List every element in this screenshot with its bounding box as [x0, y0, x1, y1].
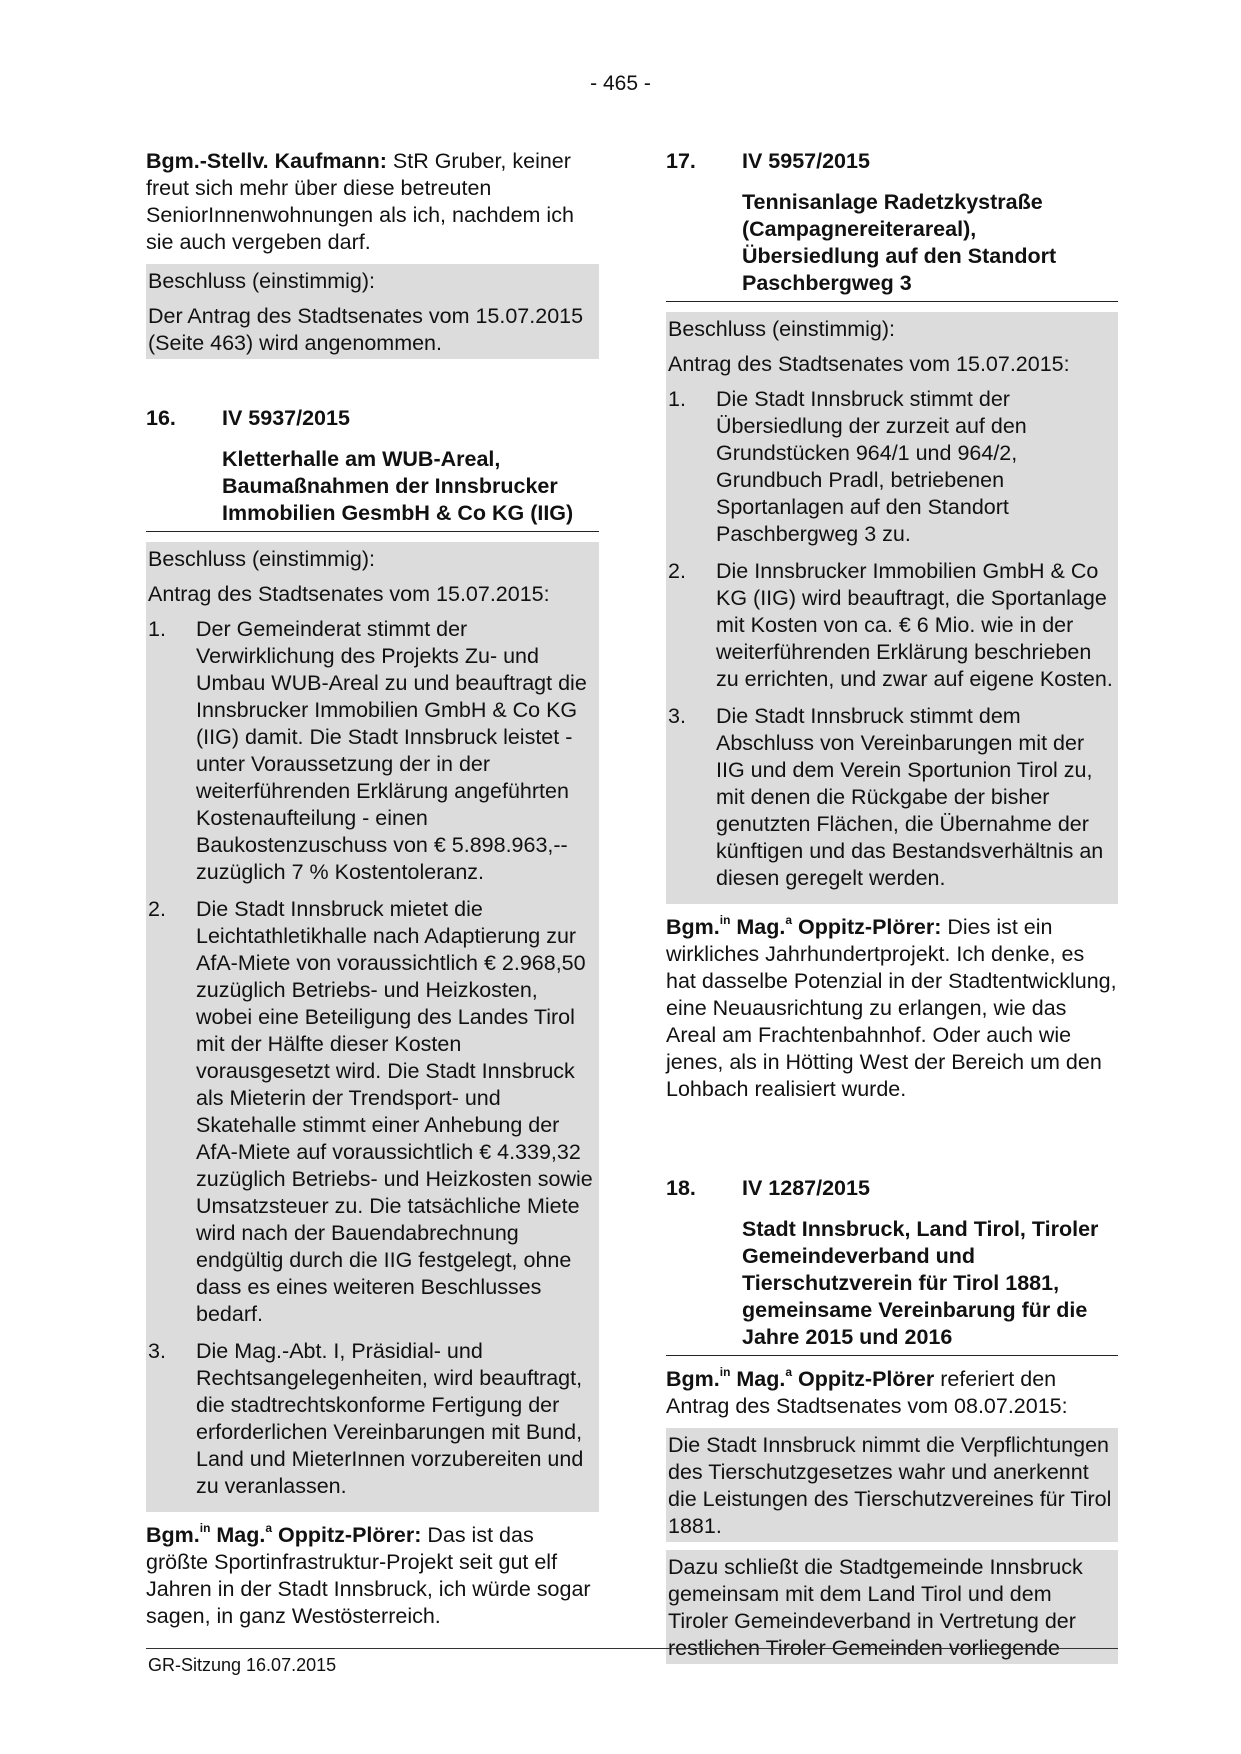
- point-number: 2.: [148, 897, 166, 921]
- kaufmann-statement: [146, 148, 599, 256]
- beschluss-label: Beschluss (einstimmig):: [148, 547, 375, 571]
- list-item: [148, 1338, 597, 1500]
- beschluss-label: Beschluss (einstimmig):: [668, 317, 895, 341]
- item-17-resolution: [666, 312, 1118, 904]
- right-column: [666, 148, 1118, 1664]
- item-reference: IV 5937/2015: [222, 406, 350, 430]
- item-number: 17.: [666, 149, 696, 173]
- point-text: Der Gemeinderat stimmt der Verwirklichung des Projekts Zu- und Umbau WUB-Areal zu und beauftragt die Innsbrucker Immobilien GmbH & Co KG (IIG) damit. Die Stadt Innsbruck leistet - unter Voraussetzung der in der weiterführenden Erklärung angeführten Kostenaufteilung - einen Baukostenzuschuss von € 5.898.963,-- zuzüglich 7 % Kostentoleranz.: [196, 617, 587, 884]
- point-number: 2.: [668, 559, 686, 583]
- list-item: [148, 896, 597, 1328]
- footer-divider: [146, 1648, 1118, 1649]
- resolution-points: [668, 386, 1116, 892]
- point-number: 1.: [668, 387, 686, 411]
- point-text: Die Stadt Innsbruck stimmt dem Abschluss von Vereinbarungen mit der IIG und dem Verein Sportunion Tirol zu, mit denen die Rückgabe der bisher genutzten Flächen, die Übernahme der künftigen und das Bestandsverhältnis an diesen geregelt werden.: [716, 704, 1104, 890]
- speaker-name: Bgm.$^{in}$ Mag.$^a$ Oppitz-Plörer:: [146, 1520, 422, 1547]
- resolution-points: [148, 616, 597, 1500]
- point-text: Die Stadt Innsbruck mietet die Leichtathletikhalle nach Adaptierung zur AfA-Miete von voraussichtlich € 2.968,50 zuzüglich Betriebs- und Heizkosten, wobei eine Beteiligung des Landes Tirol mit der Hälfte dieser Kosten vorausgesetzt wird. Die Stadt Innsbruck als Mieterin der Trendsport- und Skatehalle stimmt einer Anhebung der AfA-Miete auf voraussichtlich € 4.339,32 zuzüglich Betriebs- und Heizkosten sowie Umsatzsteuer zu. Die tatsächliche Miete wird nach der Bauendabrechnung endgültig durch die IIG festgelegt, ohne dass es eines weiteren Beschlusses bedarf.: [196, 897, 593, 1326]
- resolution-box: [146, 264, 599, 359]
- page-number: - 465 -: [590, 72, 651, 95]
- title-divider: [666, 1355, 1118, 1356]
- list-item: [668, 703, 1116, 892]
- item-16-resolution: [146, 542, 599, 1512]
- item-18-motion-continued: [666, 1550, 1118, 1664]
- speaker-name: Bgm.$^{in}$ Mag.$^a$ Oppitz-Plörer: [666, 1364, 935, 1391]
- mayor-statement-16: [146, 1522, 599, 1630]
- motion-paragraph: Dazu schließt die Stadtgemeinde Innsbruck gemeinsam mit dem Land Tirol und dem Tiroler Gemeindeverband in Vertretung der restlichen Tiroler Gemeinden vorliegende: [668, 1555, 1083, 1660]
- item-18-title: Stadt Innsbruck, Land Tirol, Tiroler Gemeindeverband und Tierschutzverein für Tirol 1881, gemeinsame Vereinbarung für die Jahre 2015 und 2016: [742, 1217, 1099, 1349]
- title-divider: [146, 531, 599, 532]
- list-item: [668, 386, 1116, 548]
- speaker-name: Bgm.$^{in}$ Mag.$^a$ Oppitz-Plörer:: [666, 912, 942, 939]
- intro-text: referiert den Antrag des Stadtsenates vom 08.07.2015:: [666, 1367, 1068, 1418]
- item-number: 18.: [666, 1176, 696, 1200]
- antrag-label: Antrag des Stadtsenates vom 15.07.2015:: [668, 352, 1070, 376]
- statement-text: Dies ist ein wirkliches Jahrhundertprojekt. Ich denke, es hat dasselbe Potenzial in der Stadtentwicklung, eine Neuausrichtung zu erlangen, wie das Areal am Frachtenbahnhof. Oder auch wie jenes, als in Hötting West der Bereich um den Lohbach realisiert wurde.: [666, 915, 1117, 1101]
- item-16-title: Kletterhalle am WUB-Areal, Baumaßnahmen der Innsbrucker Immobilien GesmbH & Co KG (IIG): [222, 447, 574, 525]
- point-number: 3.: [668, 704, 686, 728]
- list-item: [148, 616, 597, 886]
- mayor-intro-18: [666, 1366, 1118, 1420]
- item-16-heading: [146, 405, 599, 432]
- list-item: [668, 558, 1116, 693]
- item-17-title: Tennisanlage Radetzkystraße (Campagnereiterareal), Übersiedlung auf den Standort Paschbergweg 3: [742, 190, 1057, 295]
- point-text: Die Innsbrucker Immobilien GmbH & Co KG (IIG) wird beauftragt, die Sportanlage mit Kosten von ca. € 6 Mio. wie in der weiterführenden Erklärung beschrieben zu errichten, und zwar auf eigene Kosten.: [716, 559, 1113, 691]
- item-reference: IV 5957/2015: [742, 149, 870, 173]
- item-18-heading: [666, 1175, 1118, 1202]
- motion-paragraph: Die Stadt Innsbruck nimmt die Verpflichtungen des Tierschutzgesetzes wahr und anerkennt die Leistungen des Tierschutzvereines für Tirol 1881.: [668, 1433, 1112, 1538]
- antrag-label: Antrag des Stadtsenates vom 15.07.2015:: [148, 582, 550, 606]
- point-text: Die Mag.-Abt. I, Präsidial- und Rechtsangelegenheiten, wird beauftragt, die stadtrechtskonforme Fertigung der erforderlichen Vereinbarungen mit Bund, Land und MieterInnen vorzubereiten und zu veranlassen.: [196, 1339, 584, 1498]
- point-number: 3.: [148, 1339, 166, 1363]
- title-divider: [666, 301, 1118, 302]
- statement-text: Das ist das größte Sportinfrastruktur-Projekt seit gut elf Jahren in der Stadt Innsbruck, ich würde sogar sagen, in ganz Westösterreich.: [146, 1523, 591, 1628]
- item-reference: IV 1287/2015: [742, 1176, 870, 1200]
- speaker-name: Bgm.-Stellv. Kaufmann:: [146, 149, 387, 173]
- item-18-motion: [666, 1428, 1118, 1542]
- beschluss-label: Beschluss (einstimmig):: [148, 269, 375, 293]
- mayor-statement-17: [666, 914, 1118, 1103]
- left-column: [146, 148, 599, 1638]
- antrag-text: Der Antrag des Stadtsenates vom 15.07.2015 (Seite 463) wird angenommen.: [148, 304, 584, 355]
- statement-text: StR Gruber, keiner freut sich mehr über diese betreuten SeniorInnenwohnungen als ich, nachdem ich sie auch vergeben darf.: [146, 149, 574, 254]
- item-number: 16.: [146, 406, 176, 430]
- point-text: Die Stadt Innsbruck stimmt der Übersiedlung der zurzeit auf den Grundstücken 964/1 und 964/2, Grundbuch Pradl, betriebenen Sportanlagen auf den Standort Paschbergweg 3 zu.: [716, 387, 1027, 546]
- point-number: 1.: [148, 617, 166, 641]
- item-17-heading: [666, 148, 1118, 175]
- footer-text: GR-Sitzung 16.07.2015: [148, 1655, 337, 1675]
